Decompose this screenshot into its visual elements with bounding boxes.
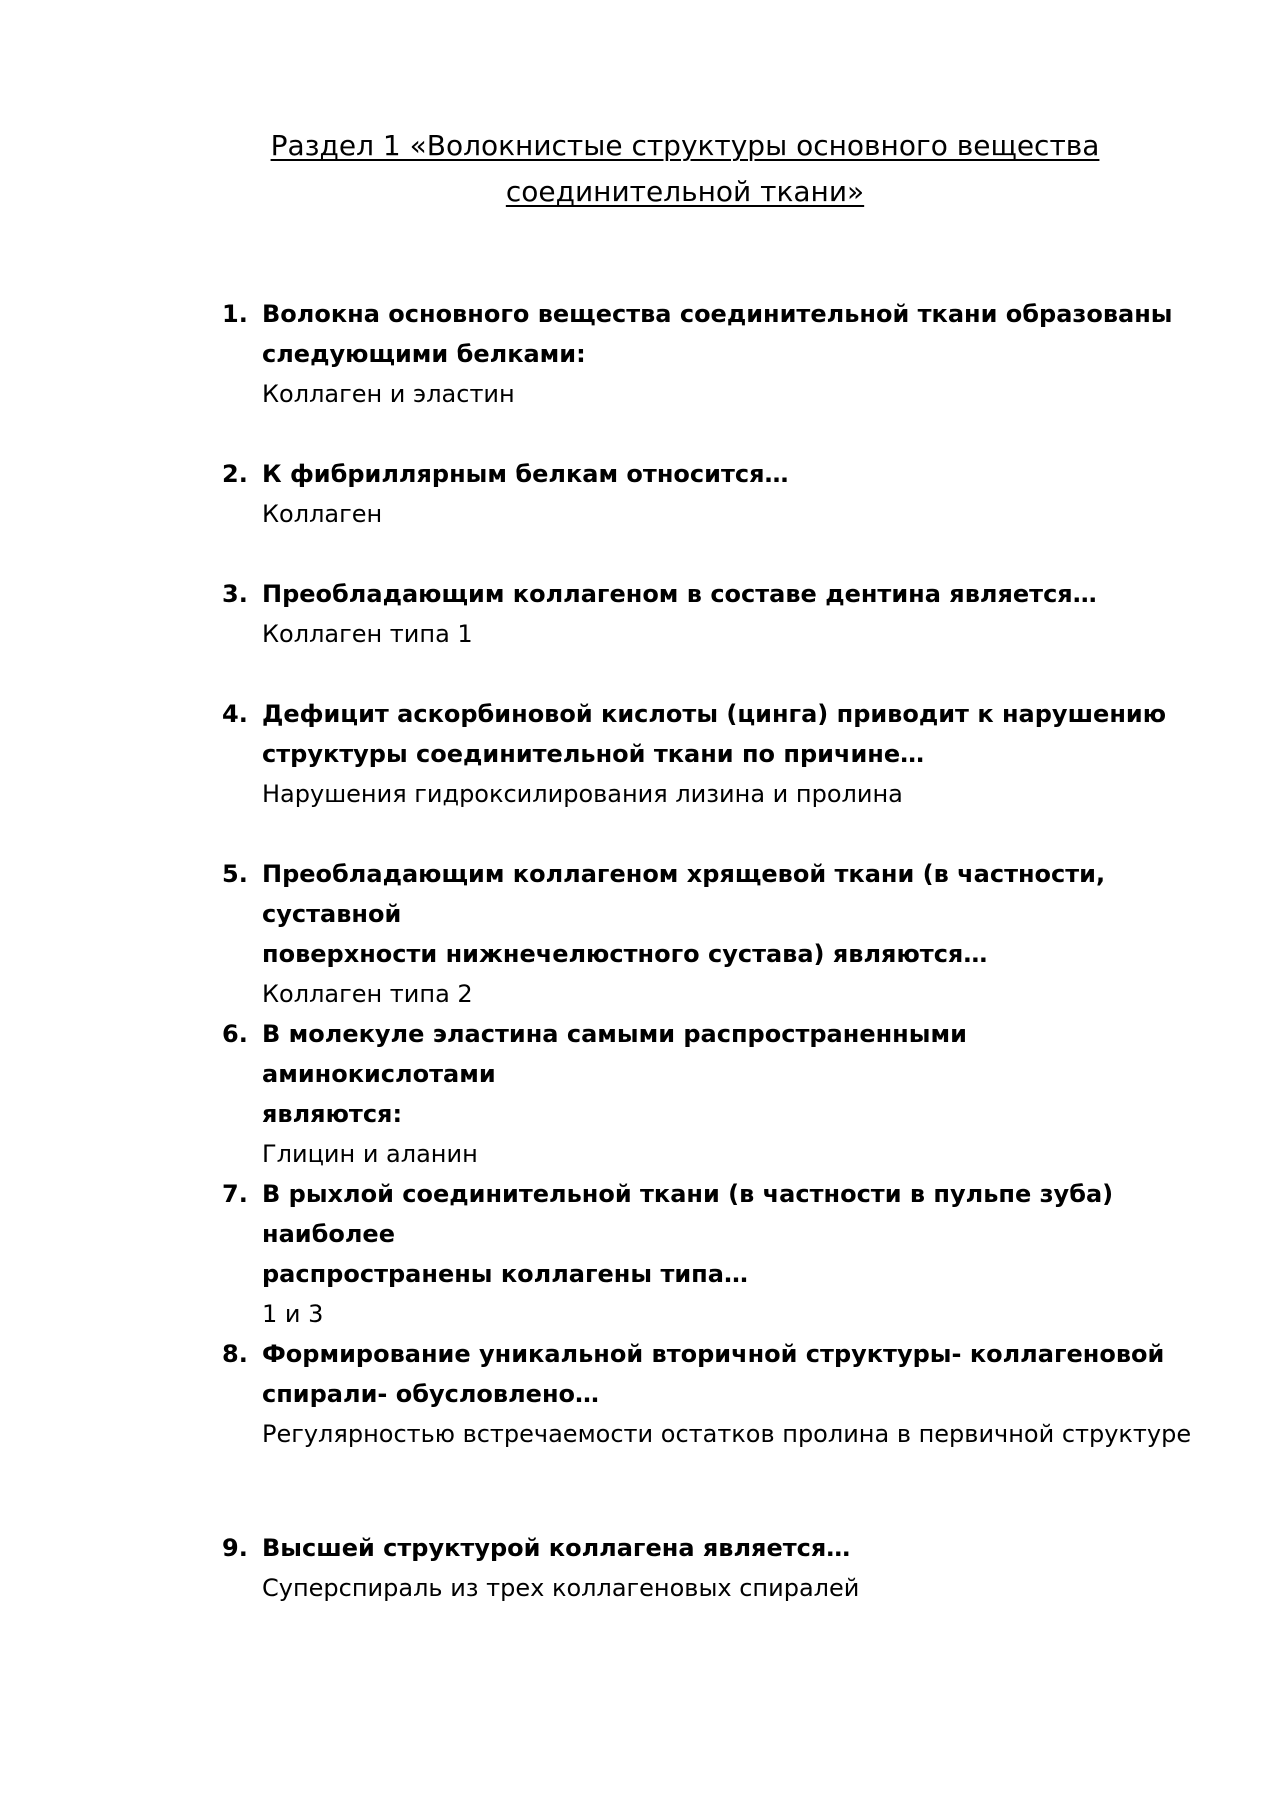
answer-text: Нарушения гидроксилирования лизина и пролина (262, 780, 903, 808)
question-number: 5. (222, 860, 248, 888)
question-text (262, 1174, 1202, 1294)
question-text-line: В молекуле эластина самыми распространенными аминокислотами (262, 1020, 967, 1088)
question-text-line: следующими белками: (262, 340, 586, 368)
question-text-line: являются: (262, 1100, 403, 1128)
question-item-7 (222, 1174, 1202, 1334)
question-item-8 (222, 1334, 1202, 1454)
question-number: 4. (222, 700, 248, 728)
question-text (262, 1334, 1202, 1414)
question-item-3 (222, 574, 1202, 654)
question-item-6 (222, 1014, 1202, 1174)
question-number: 2. (222, 460, 248, 488)
answer-text: Коллаген и эластин (262, 380, 515, 408)
answer-text: Коллаген типа 2 (262, 980, 473, 1008)
answer-text: Глицин и аланин (262, 1140, 478, 1168)
question-text-line: К фибриллярным белкам относится… (262, 460, 789, 488)
page-title-line-1: Раздел 1 «Волокнистые структуры основного вещества (270, 129, 1100, 162)
question-text-line: Преобладающим коллагеном хрящевой ткани (в частности, суставной (262, 860, 1106, 928)
question-text-line: В рыхлой соединительной ткани (в частности в пульпе зуба) наиболее (262, 1180, 1114, 1248)
question-item-9 (222, 1528, 1202, 1608)
question-item-1 (222, 294, 1202, 414)
question-item-2 (222, 454, 1202, 534)
question-number: 3. (222, 580, 248, 608)
question-item-5 (222, 854, 1202, 1014)
question-item-4 (222, 694, 1202, 814)
question-text-line: Волокна основного вещества соединительной ткани образованы (262, 300, 1173, 328)
question-text (262, 1528, 1202, 1568)
question-number: 8. (222, 1340, 248, 1368)
question-text (262, 854, 1202, 974)
question-text (262, 1014, 1202, 1134)
question-text-line: поверхности нижнечелюстного сустава) являются… (262, 940, 988, 968)
question-text-line: Преобладающим коллагеном в составе дентина является… (262, 580, 1097, 608)
page-title-line-2: соединительной ткани» (505, 175, 865, 208)
question-text-line: Дефицит аскорбиновой кислоты (цинга) приводит к нарушению (262, 700, 1167, 728)
answer-text: 1 и 3 (262, 1300, 324, 1328)
question-text-line: Формирование уникальной вторичной структуры- коллагеновой (262, 1340, 1165, 1368)
question-number: 9. (222, 1534, 248, 1562)
question-text-line: распространены коллагены типа… (262, 1260, 748, 1288)
question-text-line: Высшей структурой коллагена является… (262, 1534, 851, 1562)
question-number: 7. (222, 1180, 248, 1208)
question-text (262, 694, 1202, 774)
question-text-line: спирали- обусловлено… (262, 1380, 600, 1408)
question-text (262, 574, 1202, 614)
answer-text: Коллаген типа 1 (262, 620, 473, 648)
question-text (262, 294, 1202, 374)
question-number: 1. (222, 300, 248, 328)
answer-text: Суперспираль из трех коллагеновых спиралей (262, 1574, 860, 1602)
answer-text: Коллаген (262, 500, 383, 528)
question-text-line: структуры соединительной ткани по причине… (262, 740, 925, 768)
page-title (200, 123, 1170, 215)
question-number: 6. (222, 1020, 248, 1048)
answer-text: Регулярностью встречаемости остатков пролина в первичной структуре (262, 1420, 1192, 1448)
question-text (262, 454, 1202, 494)
